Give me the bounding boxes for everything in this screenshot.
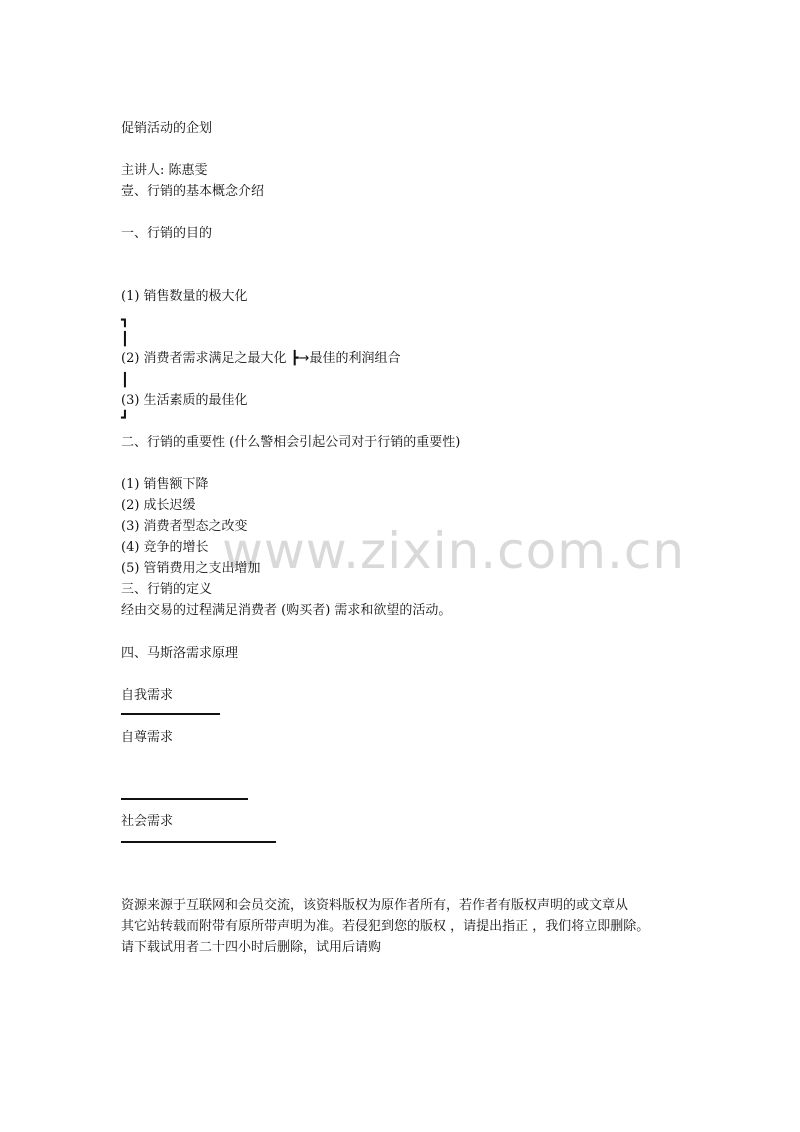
divider	[121, 713, 220, 715]
reason-item: (5) 管销费用之支出增加	[121, 561, 261, 576]
divider	[121, 798, 248, 800]
footer-line: 其它站转载而附带有原所带声明为准。若侵犯到您的版权 ，请提出指正 ，我们将立即删除。	[121, 919, 650, 934]
speaker-line: 主讲人: 陈惠雯	[121, 163, 208, 178]
reason-item: (2) 成长迟缓	[121, 498, 196, 513]
need-self: 自我需求	[121, 688, 174, 703]
goal-item: (3) 生活素质的最佳化	[121, 393, 248, 408]
goal-item	[121, 351, 400, 367]
reason-item: (4) 竞争的增长	[121, 540, 209, 555]
footer-line: 资源来源于互联网和会员交流，该资料版权为原作者所有，若作者有版权声明的或文章从	[121, 898, 629, 913]
goal-item-label: (2) 消费者需求满足之最大化	[121, 351, 287, 366]
bracket-mid: ┃	[121, 373, 129, 388]
bracket-mid: ┃	[121, 332, 129, 347]
goal-item: (1) 销售数量的极大化	[121, 289, 248, 304]
divider	[121, 841, 276, 843]
bracket-bottom: ┛	[121, 411, 129, 426]
arrow-icon: ┣→	[290, 351, 310, 366]
watermark: www.zixin.com.cn	[222, 522, 686, 580]
reason-item: (3) 消费者型态之改变	[121, 519, 248, 534]
section-heading-maslow: 四、马斯洛需求原理	[121, 646, 239, 661]
section-heading-definition: 三、行销的定义	[121, 582, 213, 597]
footer-line: 请下载试用者二十四小时后删除，试用后请购	[121, 940, 382, 955]
need-esteem: 自尊需求	[121, 730, 174, 745]
reason-item: (1) 销售额下降	[121, 477, 209, 492]
bracket-top: ┓	[121, 313, 129, 328]
goal-result: 最佳的利润组合	[309, 351, 401, 366]
section-heading-importance: 二、行销的重要性 (什么警相会引起公司对于行销的重要性)	[121, 435, 461, 450]
document-title: 促销活动的企划	[121, 121, 213, 136]
chapter-heading: 壹、行销的基本概念介绍	[121, 184, 265, 199]
need-social: 社会需求	[121, 814, 174, 829]
section-heading-purpose: 一、行销的目的	[121, 226, 213, 241]
definition-text: 经由交易的过程满足消费者 (购买者) 需求和欲望的活动。	[121, 603, 452, 618]
